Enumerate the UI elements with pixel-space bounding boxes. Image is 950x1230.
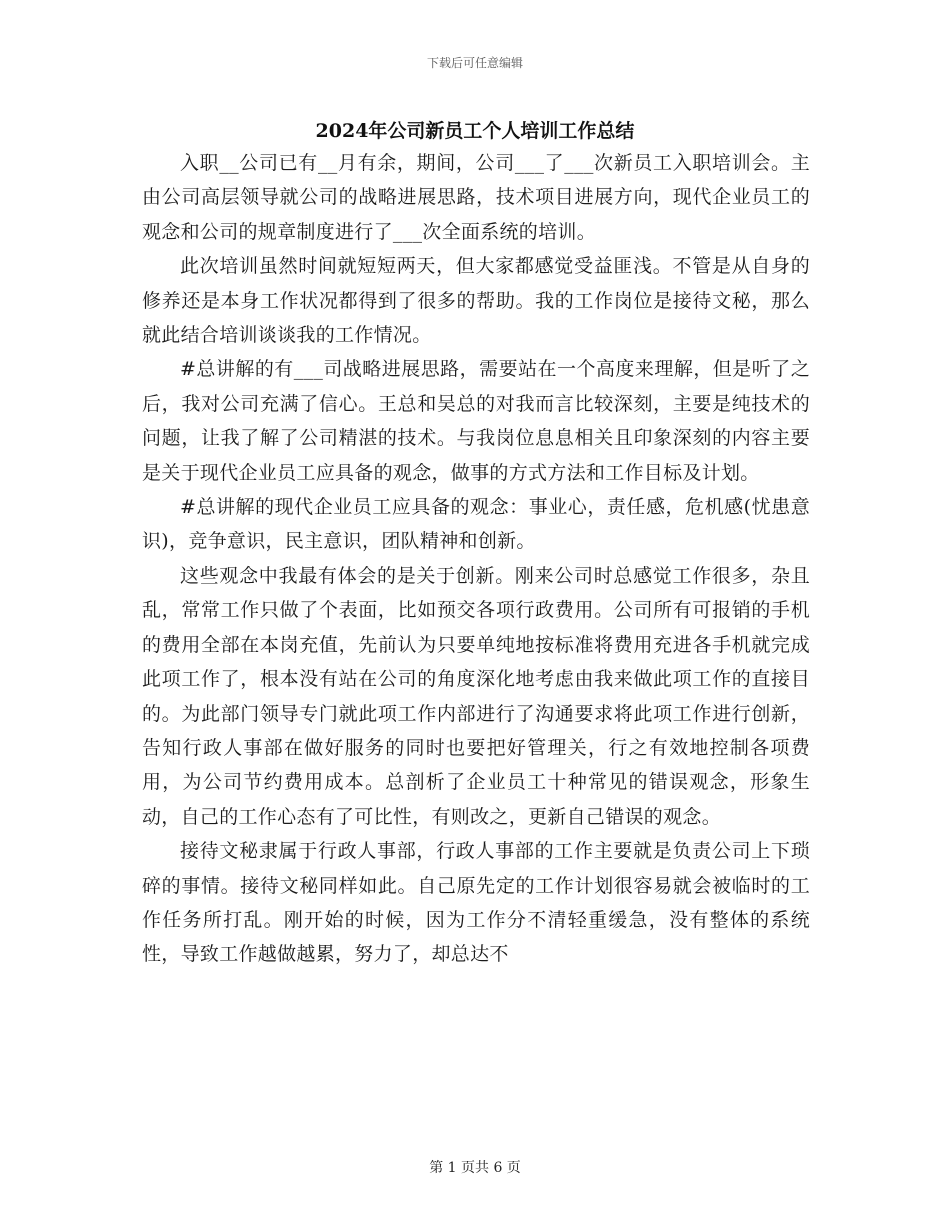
paragraph: 接待文秘隶属于行政人事部，行政人事部的工作主要就是负责公司上下琐碎的事情。接待文秘同样如此。自己原先定的工作计划很容易就会被临时的工作任务所打乱。刚开始的时候，因为工作分不清轻重缓急，没有整体的系统性，导致工作越做越累，努力了，却总达不 bbox=[142, 840, 810, 966]
document-body bbox=[142, 146, 810, 972]
page-header-note: 下载后可任意编辑 bbox=[426, 56, 523, 70]
paragraph: 入职__公司已有__月有余，期间，公司___了___次新员工入职培训会。主由公司高层领导就公司的战略进展思路，技术项目进展方向，现代企业员工的观念和公司的规章制度进行了___次全面系统的培训。 bbox=[142, 152, 810, 243]
page-number: 第 1 页共 6 页 bbox=[429, 1160, 521, 1176]
paragraph: 此次培训虽然时间就短短两天，但大家都感觉受益匪浅。不管是从自身的修养还是本身工作状况都得到了很多的帮助。我的工作岗位是接待文秘，那么就此结合培训谈谈我的工作情况。 bbox=[142, 255, 810, 347]
paragraph: 这些观念中我最有体会的是关于创新。刚来公司时总感觉工作很多，杂且乱，常常工作只做了个表面，比如预交各项行政费用。公司所有可报销的手机的费用全部在本岗充值，先前认为只要单纯地按标准将费用充进各手机就完成此项工作了，根本没有站在公司的角度深化地考虑由我来做此项工作的直接目的。为此部门领导专门就此项工作内部进行了沟通要求将此项工作进行创新，告知行政人事部在做好服务的同时也要把好管理关，行之有效地控制各项费用，为公司节约费用成本。总剖析了企业员工十种常见的错误观念，形象生动，自己的工作心态有了可比性，有则改之，更新自己错误的观念。 bbox=[142, 564, 810, 828]
document-title: 2024年公司新员工个人培训工作总结 bbox=[315, 120, 635, 142]
paragraph: #总讲解的现代企业员工应具备的观念：事业心，责任感，危机感(忧患意识)，竞争意识，民主意识，团队精神和创新。 bbox=[142, 496, 810, 553]
paragraph: #总讲解的有___司战略进展思路，需要站在一个高度来理解，但是听了之后，我对公司充满了信心。王总和吴总的对我而言比较深刻，主要是纯技术的问题，让我了解了公司精湛的技术。与我岗位息息相关且印象深刻的内容主要是关于现代企业员工应具备的观念，做事的方式方法和工作目标及计划。 bbox=[142, 358, 810, 484]
